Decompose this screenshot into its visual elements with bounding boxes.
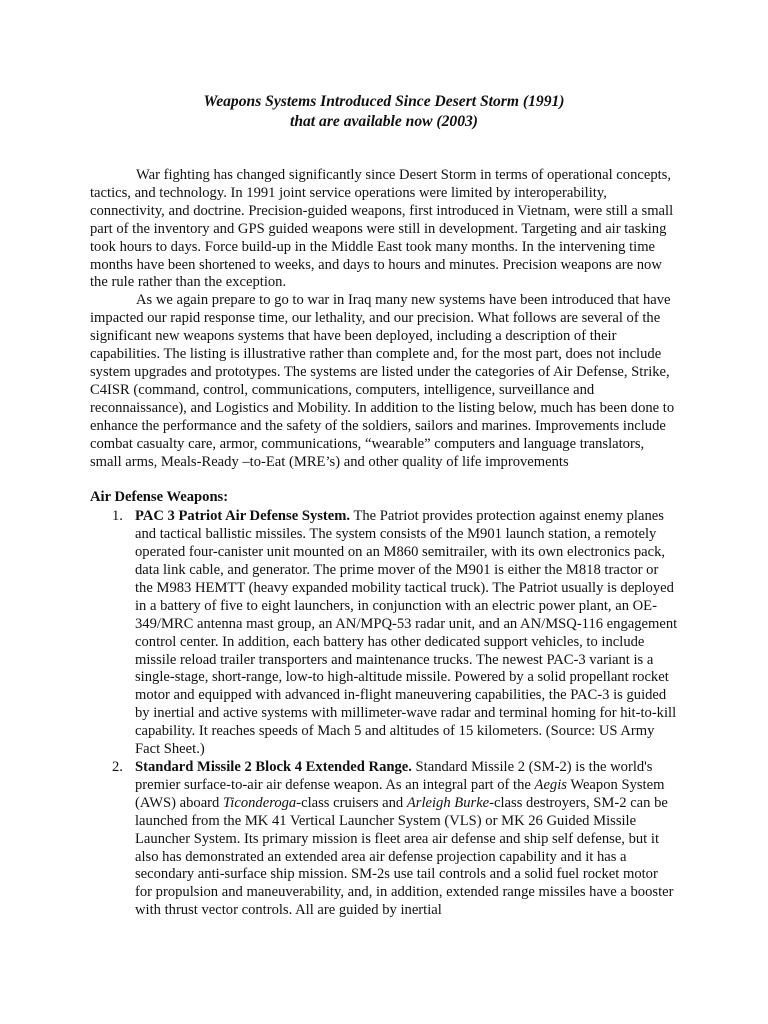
list-item — [90, 759, 678, 920]
weapons-list — [90, 508, 678, 920]
document-title-line-2: that are available now (2003) — [290, 113, 478, 130]
title-spacer — [90, 132, 678, 167]
intro-paragraph-1: War fighting has changed significantly since Desert Storm in terms of operational concepts, tactics, and technology. In 1991 joint service operations were limited by interoperability, connectivity, and doctrine. Precision-guided weapons, first introduced in Vietnam, were still a small part of the inventory and GPS guided weapons were still in development. Targeting and air tasking took hours to days. Force build-up in the Middle East took many months. In the intervening time months have been shortened to weeks, and days to hours and minutes. Precision weapons are now the rule rather than the exception. — [90, 167, 674, 291]
weapon-description-part: -class cruisers and — [296, 794, 407, 811]
weapon-description: The Patriot provides protection against enemy planes and tactical ballistic missiles. The system consists of the M901 launch station, a remotely operated four-canister unit mounted on an M860 semitrailer, with its own electronics pack, data link cable, and generator. The prime mover of the M901 is either the M818 tractor or the M983 HEMTT (heavy expanded mobility tactical truck). The Patriot usually is deployed in a battery of five to eight launchers, in conjunction with an electric power plant, an OE-349/MRC antenna mast group, an AN/MPQ-53 radar unit, and an AN/MSQ-116 engagement control center. In addition, each battery has other dedicated support vehicles, to include missile reload trailer transporters and maintenance trucks. The newest PAC-3 variant is a single-stage, short-range, low-to high-altitude missile. Powered by a solid propellant rocket motor and equipped with advanced in-flight maneuvering capabilities, the PAC-3 is guided by inertial and active systems with millimeter-wave radar and terminal homing for hit-to-kill capability. It reaches speeds of Mach 5 and altitudes of 15 kilometers. (Source: US Army Fact Sheet.) — [135, 508, 678, 758]
weapon-name: Standard Missile 2 Block 4 Extended Range. — [135, 759, 412, 775]
italic-term: Aegis — [534, 776, 567, 793]
list-item-number: 2. — [112, 759, 123, 775]
weapon-description-part: Weapon System (AWS) aboard — [135, 776, 665, 811]
weapon-name: PAC 3 Patriot Air Defense System. — [135, 508, 351, 525]
section-heading-air-defense: Air Defense Weapons: — [90, 489, 229, 506]
italic-term: Arleigh Burke — [406, 794, 490, 811]
section-spacer — [90, 471, 678, 489]
weapon-description-part: Standard Missile 2 (SM-2) is the world's premier surface-to-air air defense weapon. As an integral part of the — [135, 759, 653, 793]
weapon-description-part: -class destroyers, SM-2 can be launched from the MK 41 Vertical Launcher System (VLS) or MK 26 Guided Missile Launcher System. Its primary mission is fleet area air defense and ship self defense, but it also has demonstrated an extended area air defense projection capability and it has a secondary anti-surface ship mission. SM-2s use tail controls and a solid fuel rocket motor for propulsion and maneuverability, and, in addition, extended range missiles have a booster with thrust vector controls. All are guided by inertial — [135, 794, 674, 919]
list-item — [90, 508, 678, 759]
italic-term: Ticonderoga — [222, 794, 297, 811]
document-page — [90, 92, 678, 920]
intro-paragraph-2: As we again prepare to go to war in Iraq many new systems have been introduced that have impacted our rapid response time, our lethality, and our precision. What follows are several of the significant new weapons systems that have been deployed, including a description of their capabilities. The listing is illustrative rather than complete and, for the most part, does not include system upgrades and prototypes. The systems are listed under the categories of Air Defense, Strike, C4ISR (command, control, communications, computers, intelligence, surveillance and reconnaissance), and Logistics and Mobility. In addition to the listing below, much has been done to enhance the performance and the safety of the soldiers, sailors and marines. Improvements include combat casualty care, armor, communications, “wearable” computers and language translators, small arms, Meals-Ready –to-Eat (MRE’s) and other quality of life improvements — [90, 292, 675, 470]
document-title-line-1: Weapons Systems Introduced Since Desert Storm (1991) — [203, 93, 565, 110]
list-item-number: 1. — [112, 508, 123, 525]
